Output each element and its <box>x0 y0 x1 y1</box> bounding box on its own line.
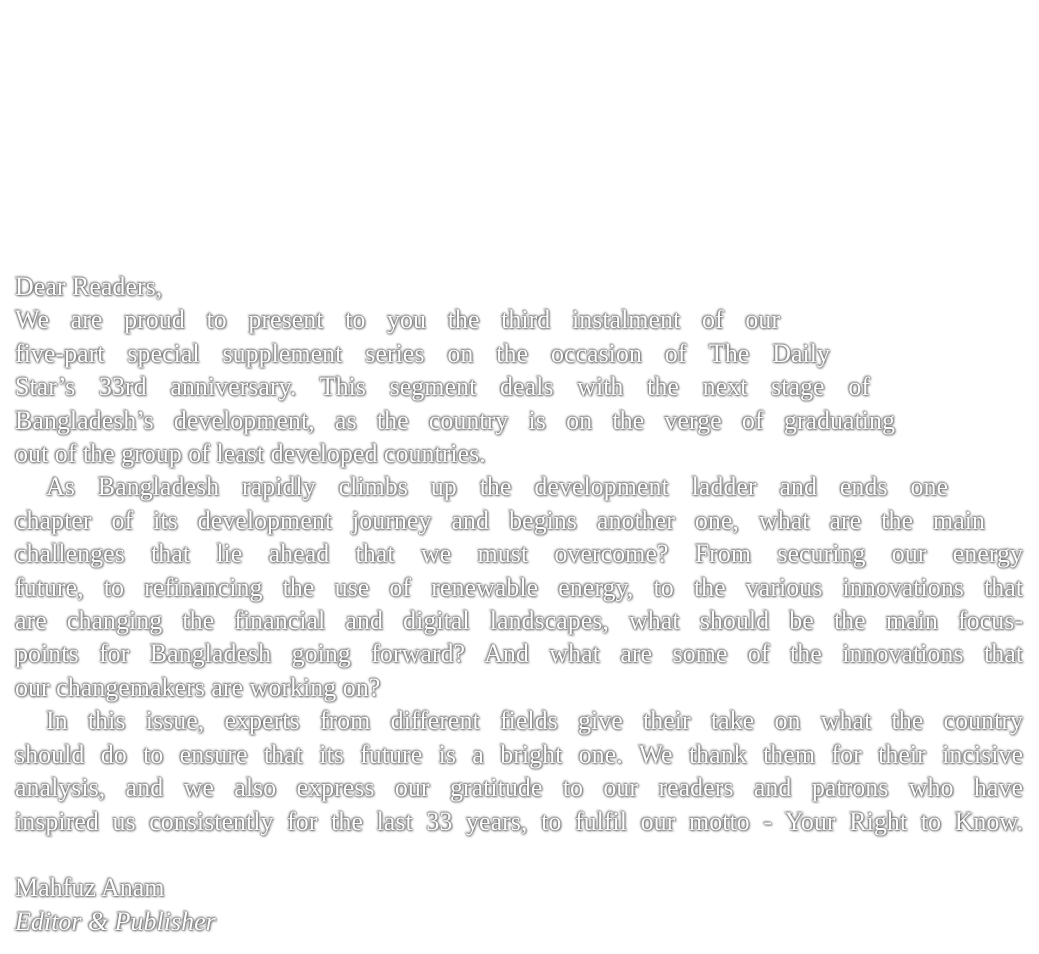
paragraph-line: should do to ensure that its future is a bright one. We thank them for their incisive <box>15 739 1023 769</box>
intro-line: We are proud to present to you the third instalment of our <box>15 305 780 335</box>
paragraph-line: future, to refinancing the use of renewable energy, to the various innovations that <box>15 572 1023 602</box>
signature-title: Editor & Publisher <box>15 906 216 936</box>
paragraph-line: In this issue, experts from different fields give their take on what the country <box>46 706 1023 736</box>
paragraph-line: chapter of its development journey and begins another one, what are the main <box>15 505 985 535</box>
signature-spacer <box>15 838 1023 871</box>
paragraph-line: inspired us consistently for the last 33 years, to fulfil our motto - Your Right to Know. <box>15 806 1023 836</box>
editor-letter <box>15 270 1023 938</box>
paragraph-line: our changemakers are working on? <box>15 672 381 702</box>
intro-line: Star’s 33rd anniversary. This segment deals with the next stage of <box>15 372 870 402</box>
paragraph-line: analysis, and we also express our gratitude to our readers and patrons who have <box>15 773 1023 803</box>
paragraph-line: challenges that lie ahead that we must overcome? From securing our energy <box>15 539 1023 569</box>
paragraph-line: are changing the financial and digital landscapes, what should be the main focus- <box>15 606 1023 636</box>
intro-line: Bangladesh’s development, as the country is on the verge of graduating <box>15 405 895 435</box>
paragraph-line: As Bangladesh rapidly climbs up the development ladder and ends one <box>46 472 948 502</box>
paragraph-line: points for Bangladesh going forward? And what are some of the innovations that <box>15 639 1023 669</box>
salutation: Dear Readers, <box>15 272 163 301</box>
signature-name: Mahfuz Anam <box>15 873 165 903</box>
intro-line: out of the group of least developed countries. <box>15 439 486 469</box>
intro-line: five-part special supplement series on the occasion of The Daily <box>15 338 830 368</box>
